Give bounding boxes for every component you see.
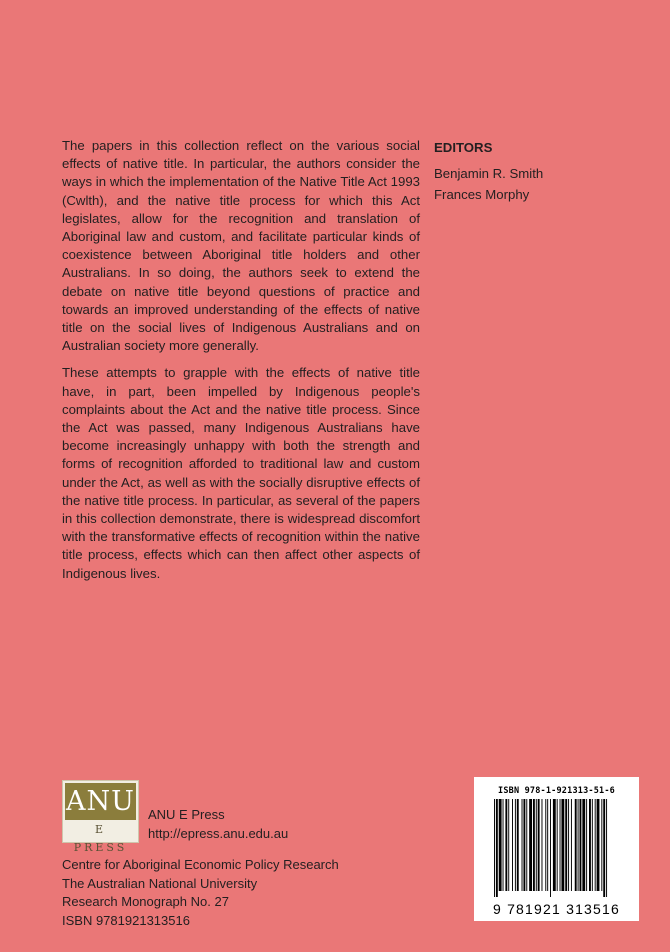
barcode-bars <box>494 799 619 897</box>
barcode-bar <box>589 799 591 891</box>
barcode-bar <box>582 799 585 891</box>
barcode-bar <box>580 799 582 891</box>
barcode-bar <box>536 799 537 891</box>
barcode-bar <box>597 799 600 891</box>
barcode-bar <box>550 799 551 897</box>
editor-name: Benjamin R. Smith <box>434 166 544 181</box>
barcode-bar <box>512 799 513 891</box>
barcode-bar <box>499 799 502 891</box>
barcode-bar <box>517 799 519 891</box>
blurb-paragraph-1: The papers in this collection reflect on the various social effects of native title. In particular, the authors consider the ways in which the implementation of the Native Title Act 1993 (Cwlth), and the native title process for which this Act legislates, allow for the recognition and translation of Aboriginal law and custom, and facilitate particular kinds of coexistence between Aboriginal title holders and other Australians. In so doing, the authors seek to extend the debate on native title beyond questions of practice and towards an improved understanding of the effects of native title on the social lives of Indigenous Australians and on Australian society more generally. <box>62 138 420 354</box>
barcode-bar <box>586 799 587 891</box>
barcode-bar <box>522 799 523 891</box>
logo-epress-text: E PRESS <box>73 823 128 854</box>
barcode-bar <box>571 799 572 891</box>
back-cover-blurb <box>62 137 420 592</box>
barcode-bar <box>606 799 607 897</box>
publisher-url[interactable]: http://epress.anu.edu.au <box>148 825 289 841</box>
barcode-bar <box>601 799 602 891</box>
anu-epress-logo <box>62 780 139 854</box>
imprint-line-university: The Australian National University <box>62 875 258 891</box>
barcode-bar <box>542 799 543 891</box>
editors-heading: EDITORS <box>434 140 493 155</box>
barcode-bar <box>515 799 516 891</box>
barcode-bar <box>496 799 498 897</box>
barcode-bar <box>575 799 577 891</box>
barcode-bar <box>557 799 558 891</box>
barcode-digits: 9 781921 313516 <box>493 901 620 917</box>
barcode-bar <box>508 799 509 891</box>
barcode-bar <box>526 799 527 891</box>
editors-section <box>434 137 543 205</box>
barcode-bar <box>565 799 567 891</box>
barcode-bar <box>592 799 593 891</box>
isbn-barcode <box>474 777 639 921</box>
barcode-bar <box>553 799 556 891</box>
barcode-bar <box>494 799 495 897</box>
barcode-bar <box>603 799 605 897</box>
imprint-line-series: Research Monograph No. 27 <box>62 894 229 909</box>
barcode-bar <box>523 799 525 891</box>
barcode-bar <box>547 799 548 891</box>
barcode-bar <box>503 799 504 891</box>
logo-anu-text: ANU <box>65 783 136 820</box>
barcode-isbn-label: ISBN 978-1-921313-51-6 <box>498 786 615 796</box>
editor-name: Frances Morphy <box>434 187 530 202</box>
imprint-info <box>62 856 339 930</box>
barcode-bar <box>568 799 569 891</box>
barcode-bar <box>529 799 532 891</box>
publisher-info <box>148 806 288 843</box>
barcode-bar <box>533 799 535 891</box>
imprint-line-centre: Centre for Aboriginal Economic Policy Research <box>62 857 339 872</box>
barcode-bar <box>578 799 579 891</box>
barcode-bar <box>560 799 561 891</box>
imprint-line-isbn: ISBN 9781921313516 <box>62 912 190 928</box>
publisher-name: ANU E Press <box>148 807 225 822</box>
blurb-paragraph-2: These attempts to grapple with the effects of native title have, in part, been impelled by Indigenous people's complaints about the Act and the native title process. Since the Act was passed, many Indigenous Australians have become increasingly unhappy with both the strength and forms of recognition afforded to traditional law and custom under the Act, as well as with the socially disruptive effects of the native title process. In particular, as several of the papers in this collection demonstrate, there is widespread discomfort with the transformative effects of recognition within the native title process, effects which can then affect other aspects of Indigenous lives. <box>62 365 420 581</box>
barcode-bar <box>561 799 564 891</box>
barcode-bar <box>595 799 596 891</box>
barcode-bar <box>538 799 540 891</box>
barcode-bar <box>545 799 546 891</box>
barcode-bar <box>505 799 507 891</box>
